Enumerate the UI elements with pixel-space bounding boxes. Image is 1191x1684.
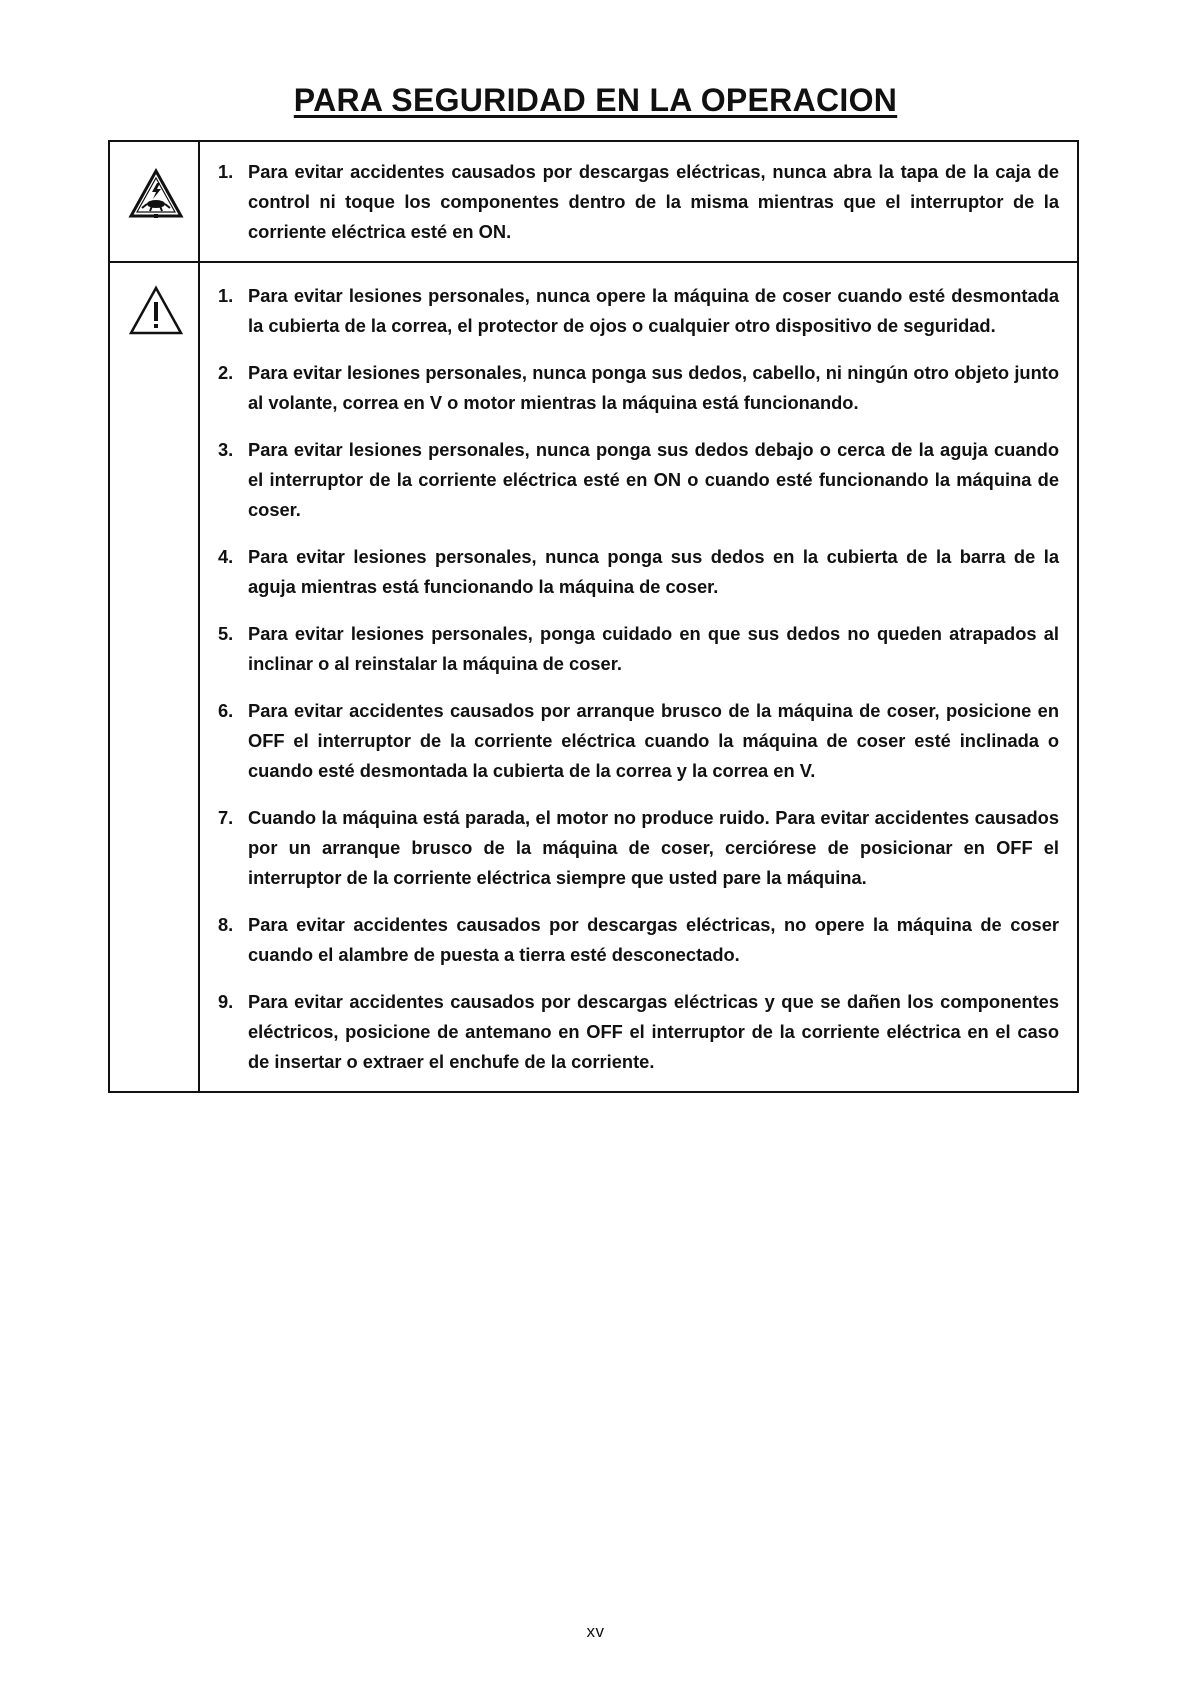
item-text: Para evitar lesiones personales, nunca ponga sus dedos en la cubierta de la barra de la aguja mientras está funcionando la máquina de coser.	[248, 546, 1059, 597]
item-number: 2.	[218, 362, 234, 383]
exclamation-warning-icon	[128, 285, 184, 337]
caution-item	[218, 619, 1059, 679]
item-text: Para evitar lesiones personales, nunca ponga sus dedos debajo o cerca de la aguja cuando el interruptor de la corriente eléctrica esté en ON o cuando esté funcionando la máquina de coser.	[248, 439, 1059, 520]
caution-text-cell	[200, 263, 1077, 1091]
item-text: Para evitar accidentes causados por arranque brusco de la máquina de coser, posicione en OFF el interruptor de la corriente eléctrica cuando la máquina de coser esté inclinada o cuando esté desmontada la cubierta de la correa y la correa en V.	[248, 700, 1059, 781]
caution-item	[218, 696, 1059, 786]
page-title: PARA SEGURIDAD EN LA OPERACION	[293, 82, 898, 118]
item-number: 4.	[218, 546, 234, 567]
caution-item	[218, 987, 1059, 1077]
item-text: Para evitar accidentes causados por descargas eléctricas, nunca abra la tapa de la caja de control ni toque los componentes dentro de la misma mientras que el interruptor de la corriente eléctrica esté en ON.	[248, 161, 1059, 242]
item-text: Para evitar accidentes causados por descargas eléctricas y que se dañen los componentes eléctricos, posicione de antemano en OFF el interruptor de la corriente eléctrica en el caso de insertar o extraer el enchufe de la corriente.	[248, 991, 1059, 1072]
safety-table	[108, 140, 1079, 1093]
danger-text-cell	[200, 142, 1077, 261]
caution-item	[218, 910, 1059, 970]
caution-item	[218, 803, 1059, 893]
item-number: 7.	[218, 807, 234, 828]
item-number: 6.	[218, 700, 234, 721]
item-text: Para evitar accidentes causados por descargas eléctricas, no opere la máquina de coser cuando el alambre de puesta a tierra esté desconectado.	[248, 914, 1059, 965]
item-number: 1.	[218, 285, 234, 306]
page-number: xv	[586, 1622, 605, 1641]
caution-item	[218, 542, 1059, 602]
caution-icon-cell	[110, 263, 200, 1091]
item-number: 3.	[218, 439, 234, 460]
danger-section	[110, 142, 1077, 261]
caution-item	[218, 281, 1059, 341]
caution-section	[110, 261, 1077, 1091]
item-number: 8.	[218, 914, 234, 935]
item-text: Para evitar lesiones personales, ponga cuidado en que sus dedos no queden atrapados al inclinar o al reinstalar la máquina de coser.	[248, 623, 1059, 674]
item-text: Cuando la máquina está parada, el motor no produce ruido. Para evitar accidentes causados por un arranque brusco de la máquina de coser, cerciórese de posicionar en OFF el interruptor de la corriente eléctrica siempre que usted pare la máquina.	[248, 807, 1059, 888]
caution-item	[218, 435, 1059, 525]
electric-hazard-warning-icon	[128, 168, 184, 220]
item-text: Para evitar lesiones personales, nunca opere la máquina de coser cuando esté desmontada la cubierta de la correa, el protector de ojos o cualquier otro dispositivo de seguridad.	[248, 285, 1059, 336]
item-number: 1.	[218, 161, 234, 182]
item-number: 5.	[218, 623, 234, 644]
danger-icon-cell	[110, 142, 200, 261]
caution-item	[218, 358, 1059, 418]
item-text: Para evitar lesiones personales, nunca ponga sus dedos, cabello, ni ningún otro objeto junto al volante, correa en V o motor mientras la máquina está funcionando.	[248, 362, 1059, 413]
item-number: 9.	[218, 991, 234, 1012]
danger-item	[218, 157, 1059, 247]
